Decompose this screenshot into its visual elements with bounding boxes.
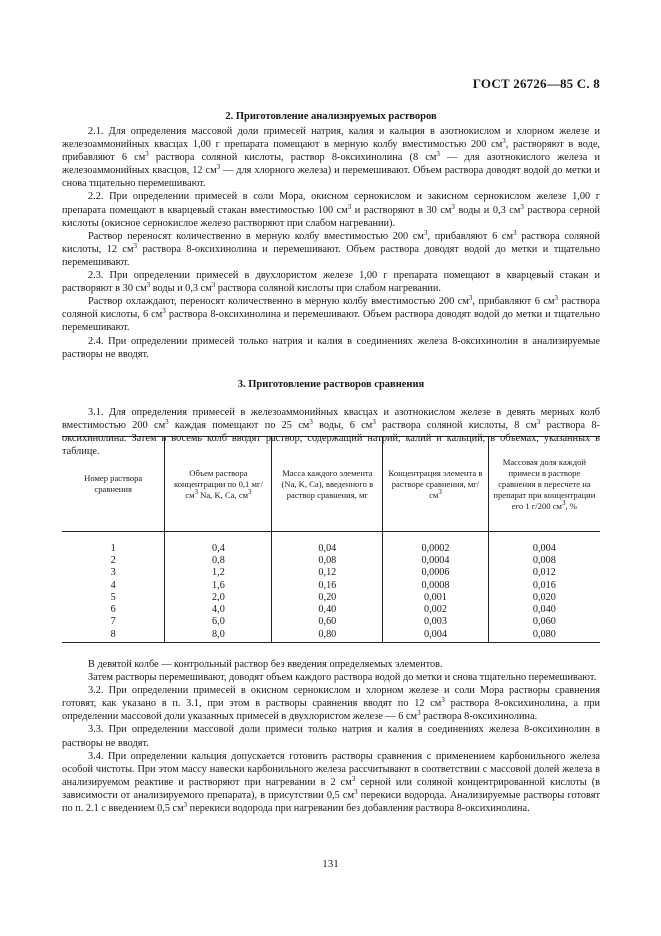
table-cell: 0,012	[488, 567, 600, 579]
paragraph-2-2: 2.2. При определении примесей в соли Мора, окисном сернокислом и закисном сернокислом железе 1,00 г препарата помещают в кварцевый стакан вместимостью 100 $см^3$ и растворяют в 30 $см^3$ воды и 0,3 $см^3$ раствора серной кислоты (окисное сернокислое железо растворяют при слабом нагревании).	[62, 191, 600, 229]
page-number: 131	[322, 858, 339, 870]
table-cell: 6,0	[165, 616, 272, 628]
table-cell: 0,002	[383, 603, 489, 615]
table-cell: 0,016	[488, 579, 600, 591]
table-row	[62, 579, 600, 591]
table-cell: 0,80	[272, 628, 383, 643]
table-cell: 0,0006	[383, 567, 489, 579]
table-row	[62, 603, 600, 615]
table-cell: 0,8	[165, 554, 272, 566]
table-cell: 5	[110, 591, 116, 603]
paragraph-3-1-note: В девятой колбе — контрольный раствор без введения определяемых элементов.	[88, 659, 443, 670]
table-header-cell: Массовая доля каждой примеси в растворе сравнения в пересчете на препарат при концентрации его 1 г/200 $см^3$, %	[488, 437, 600, 532]
section-2-title: 2. Приготовление анализируемых растворов	[225, 111, 437, 122]
table-cell: 7	[110, 616, 116, 628]
table-cell: 2	[110, 554, 116, 566]
table-header-row	[62, 437, 600, 532]
table-body	[62, 532, 600, 643]
paragraph-2-2-cont: Раствор переносят количественно в мерную колбу вместимостью 200 $см^3$, прибавляют 6 $см^3$ раствора соляной кислоты, 12 $см^3$ раствора 8-оксихинолина и перемешивают. Объем раствора доводят водой до метки и тщательно перемешивают.	[62, 228, 601, 268]
table-cell: 0,40	[272, 603, 383, 615]
table-cell: 4,0	[165, 603, 272, 615]
table-header-cell: Концентрация элемента в растворе сравнения, $мг/см^3$	[383, 437, 489, 532]
table-cell: 0,004	[488, 532, 600, 555]
table-cell: 6	[110, 604, 116, 616]
table-header-cell: Масса каждого элемента (Na, K, Ca), введенного в раствор сравнения, мг	[272, 437, 383, 532]
table-cell: 0,4	[165, 532, 272, 555]
table-cell: 0,12	[272, 567, 383, 579]
section-3-title: 3. Приготовление растворов сравнения	[237, 379, 425, 390]
paragraph-2-1: 2.1. Для определения массовой доли примесей натрия, калия и кальция в азотнокислом и хлорном железе и железоаммонийных квасцах 1,00 г препарата помещают в мерную колбу вместимостью 200 $см^3$, растворяют в воде, прибавляют 6 $см^3$ раствора соляной кислоты, раствор 8-оксихинолина (8 $см^3$ — для азотнокислого железа и железоаммонийных квасцов, 12 $см^3$ — для хлорного железа) и перемешивают. Объем раствора доводят водой до метки и снова тщательно перемешивают.	[62, 126, 601, 190]
table-row	[62, 591, 600, 603]
table-cell: 0,0004	[383, 554, 489, 566]
paragraph-2-3: 2.3. При определении примесей в двухлористом железе 1,00 г препарата помещают в кварцевый стакан и растворяют в 30 $см^3$ воды и 0,3 $см^3$ раствора соляной кислоты при слабом нагревании.	[62, 270, 600, 295]
table-cell: 3	[110, 567, 116, 579]
table-cell: 0,60	[272, 616, 383, 628]
table-cell: 1	[110, 542, 116, 554]
table-row	[62, 532, 600, 555]
table-header-cell: Номер раствора сравнения	[62, 437, 165, 532]
table-cell: 0,0008	[383, 579, 489, 591]
table-cell: 0,08	[272, 554, 383, 566]
table-cell: 8,0	[165, 628, 272, 643]
table-row	[62, 628, 600, 643]
paragraph-3-2: 3.2. При определении примесей в окисном сернокислом и хлорном железе и соли Мора растворы сравнения готовят, как указано в п. 3.1, при этом в растворы сравнения вводят по 12 $см^3$ раствора 8-оксихинолина, а при определении массовой доли указанных примесей в двухлористом железе — 6 $см^3$ раствора 8-оксихинолина.	[62, 685, 600, 723]
paragraph-3-1: 3.1. Для определения примесей в железоаммонийных квасцах и азотнокислом железе в девять мерных колб вместимостью 200 $см^3$ каждая помещают по 25 $см^3$ воды, 6 $см^3$ раствора соляной кислоты, 8 $см^3$ раствора 8-оксихинолина. Затем в восемь колб вводят раствор, содержащий натрий, калий и кальций, в объемах, указанных в таблице.	[62, 407, 600, 458]
section-3-body	[62, 658, 600, 815]
table-cell: 4	[110, 579, 116, 591]
paragraph-2-4: 2.4. При определении примесей только натрия и калия в соединениях железа 8-оксихинолин в анализируемые растворы не вводят.	[62, 335, 600, 360]
document-header: ГОСТ 26726—85 С. 8	[472, 76, 600, 91]
table-cell: 0,080	[488, 628, 600, 643]
table-cell: 0,001	[383, 591, 489, 603]
table-cell: 2,0	[165, 591, 272, 603]
table-cell: 0,060	[488, 616, 600, 628]
table-cell: 1,2	[165, 567, 272, 579]
reference-solutions-table	[62, 436, 600, 643]
table-cell: 0,003	[383, 616, 489, 628]
section-2-body	[62, 125, 600, 361]
table-header-cell: Объем раствора концентрации по 0,1 $мг/см^3$ Na, K, Ca, $см^3$	[165, 437, 272, 532]
paragraph-2-3-cont: Раствор охлаждают, переносят количественно в мерную колбу вместимостью 200 $см^3$, прибавляют 6 $см^3$ раствора соляной кислоты, 6 $см^3$ раствора 8-оксихинолина и перемешивают. Объем раствора доводят водой до метки и тщательно перемешивают.	[62, 294, 601, 334]
paragraph-3-4: 3.4. При определении кальция допускается готовить растворы сравнения с применением карбонильного железа особой чистоты. При этом массу навески карбонильного железа рассчитывают в соответствии с массовой долей железа в анализируемом реактиве и растворяют при нагревании в 2 $см^3$ серной или соляной концентрированной кислоты (в зависимости от анализируемого препарата), в присутствии 0,5 $см^3$ перекиси водорода. Анализируемые растворы готовят по п. 2.1 с введением 0,5 $см^3$ перекиси водорода при нагревании без добавления раствора 8-оксихинолина.	[62, 750, 600, 815]
paragraph-3-1-cont: Затем растворы перемешивают, доводят объем каждого раствора водой до метки и снова тщательно перемешивают.	[88, 672, 597, 684]
table-row	[62, 554, 600, 566]
table-cell: 1,6	[165, 579, 272, 591]
table-cell: 0,20	[272, 591, 383, 603]
paragraph-3-3: 3.3. При определении массовой доли примеси только натрия и калия в соединениях железа 8-оксихинолин в растворы не вводят.	[62, 724, 600, 749]
table-cell: 8	[62, 628, 165, 643]
table-cell: 0,020	[488, 591, 600, 603]
table-cell: 0,16	[272, 579, 383, 591]
table-cell: 0,040	[488, 603, 600, 615]
table-row	[62, 616, 600, 628]
table-row	[62, 567, 600, 579]
table-cell: 0,008	[488, 554, 600, 566]
table-cell: 0,04	[272, 532, 383, 555]
table-cell: 0,004	[383, 628, 489, 643]
table-cell: 0,0002	[383, 532, 489, 555]
